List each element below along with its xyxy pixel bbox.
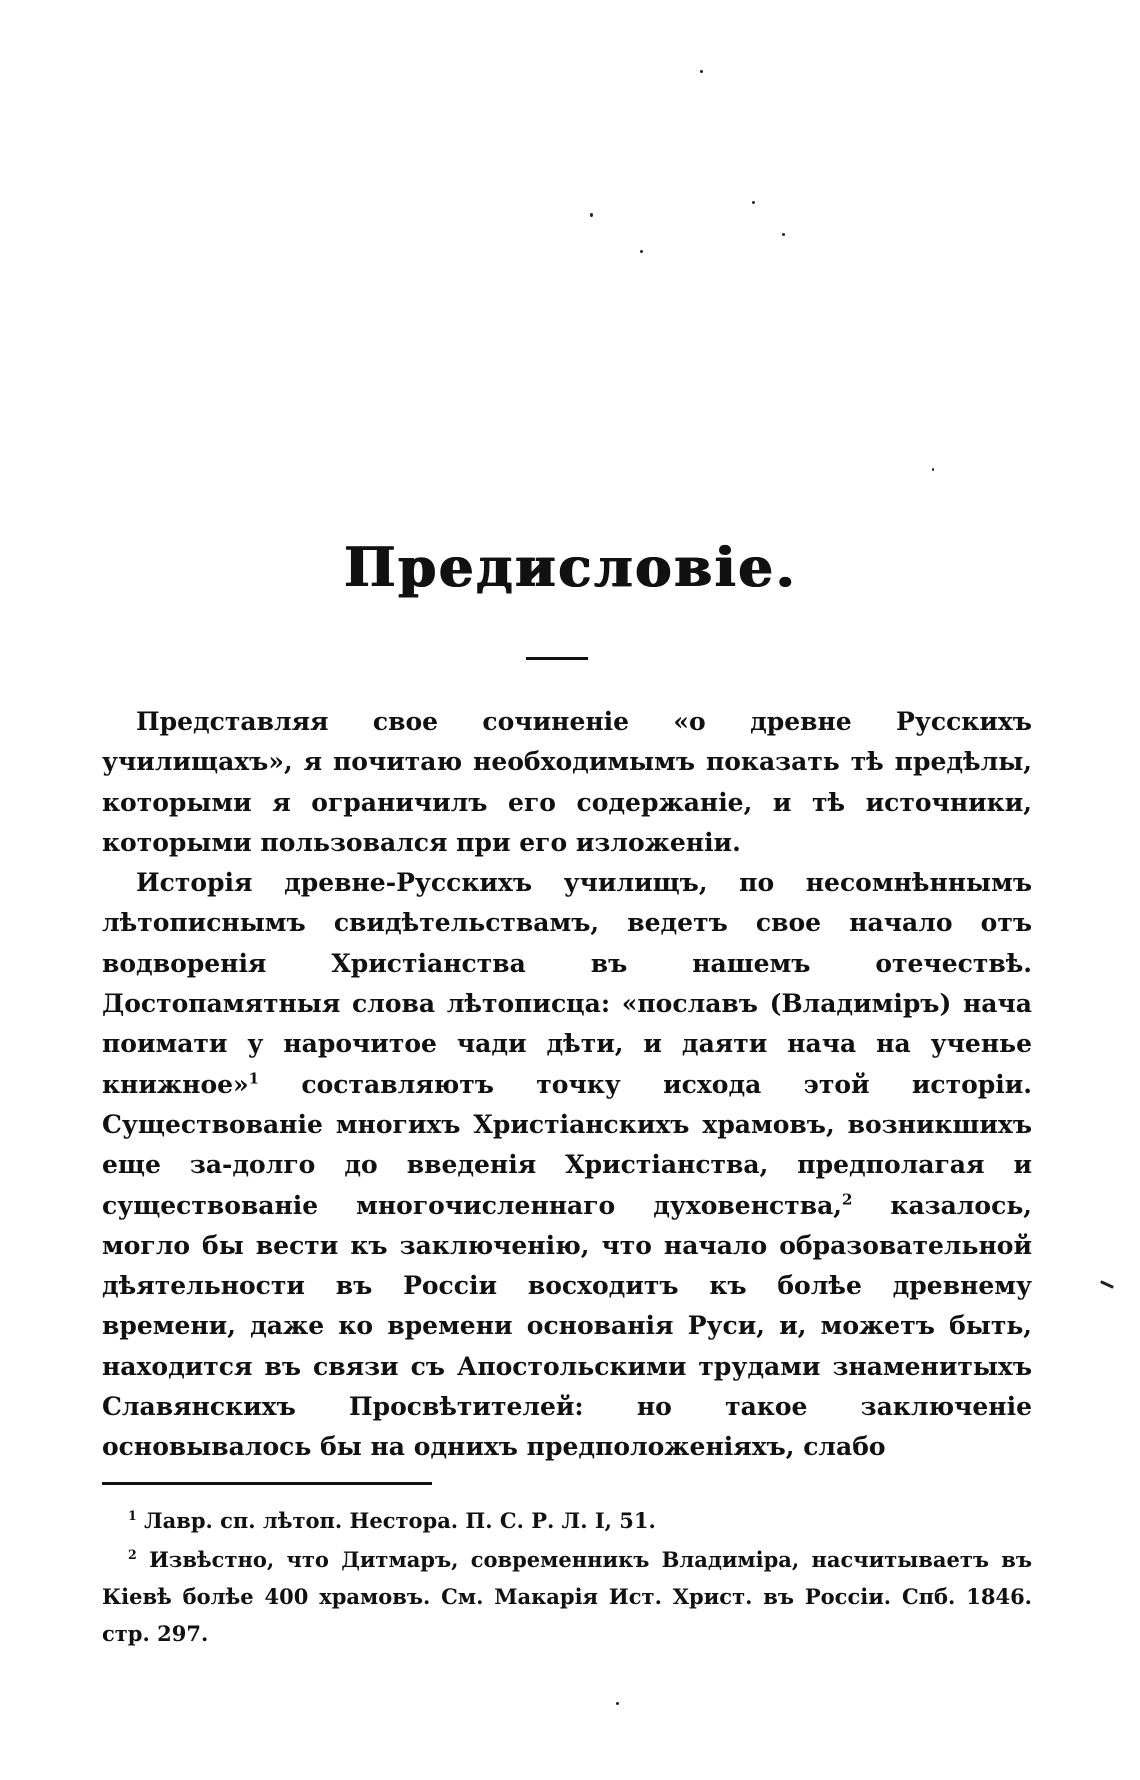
scan-speck [1100,1280,1114,1289]
title-divider [526,657,588,660]
scan-speck [752,201,755,204]
footnote-2 [102,1541,1032,1652]
footnote-ref-1: 1 [248,1069,260,1088]
paragraph-2-part-c: казалось, могло бы вести къ заключенію, что начало образовательной дѣятельности въ Россіи восходитъ къ болѣе древнему времени, даже ко времени основанія Руси, и, можетъ быть, находится въ связи съ Апостольскими трудами знаменитыхъ Славянскихъ Просвѣтителей: но такое заключеніе основывалось бы на однихъ предположеніяхъ, слабо [102,1190,1032,1462]
footnote-ref-2: 2 [842,1190,853,1209]
scan-speck [616,1702,619,1705]
footnote-1 [102,1502,1032,1539]
footnote-text-1: Лавр. сп. лѣтоп. Нестора. П. С. Р. Л. I, 51. [136,1508,656,1533]
paragraph-2 [102,863,1032,1467]
scan-speck [590,213,593,217]
scan-speck [782,233,785,236]
footnote-mark-2: 2 [128,1547,137,1562]
paragraph-1: Представляя свое сочиненіе «о древне Русскихъ училищахъ», я почитаю необходимымъ показать тѣ предѣлы, которыми я ограничилъ его содержаніе, и тѣ источники, которыми пользовался при его изложеніи. [102,707,1032,857]
scan-speck [700,70,703,73]
page-title: Предисловіе. [343,535,797,599]
footnote-divider [102,1482,432,1485]
body-text [102,702,1032,1468]
paragraph-2-part-b: составляютъ точку исхода этой исторіи. Существованіе многихъ Христіанскихъ храмовъ, возникшихъ еще за-долго до введенія Христіанства, предполагая и существованіе многочисленнаго духовенства, [102,1069,1032,1220]
footnotes [102,1502,1032,1654]
scan-speck [640,250,643,253]
paragraph-2-part-a: Исторія древне-Русскихъ училищъ, по несомнѣннымъ лѣтописнымъ свидѣтельствамъ, ведетъ свое начало отъ водворенія Христіанства въ нашемъ отечествѣ. Достопамятныя слова лѣтописца: «пославъ (Владиміръ) нача поимати у нарочитое чади дѣти, и даяти нача на ученье книжное» [102,868,1032,1099]
scan-speck [932,468,934,471]
footnote-mark-1: 1 [128,1508,137,1523]
footnote-text-2: Извѣстно, что Дитмаръ, современникъ Владиміра, насчитываетъ въ Кіевѣ болѣе 400 храмовъ. См. Макарія Ист. Христ. въ Россіи. Спб. 1846. стр. 297. [102,1547,1032,1646]
